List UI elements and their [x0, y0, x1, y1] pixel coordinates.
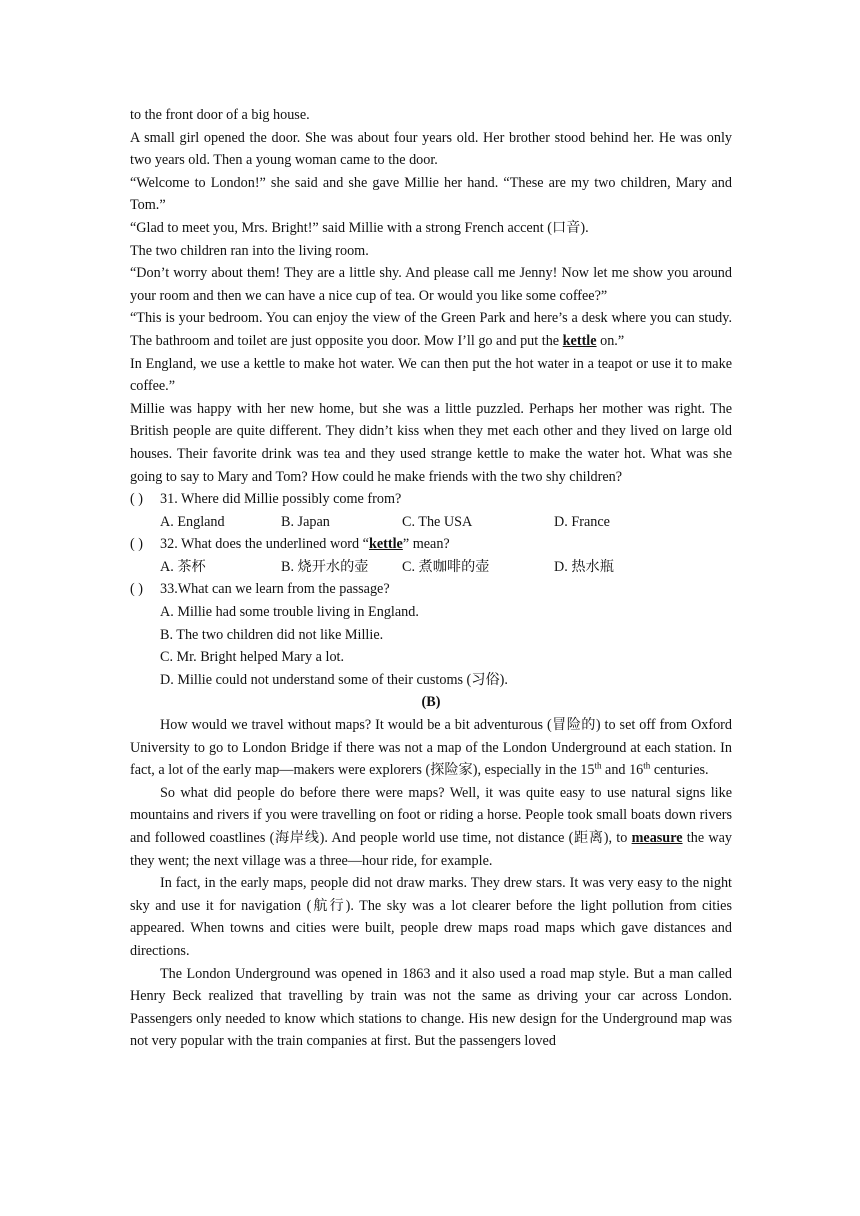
option-b: B. 烧开水的壶: [281, 558, 369, 575]
text-span: on.”: [596, 332, 625, 349]
passage-paragraph: In England, we use a kettle to make hot water. We can then put the hot water in a teapot or use it to make coffee.”: [130, 355, 732, 395]
text-span: How would we travel without maps? It would be a bit adventurous (冒险的) to set off from Oxford University to go to London Bridge if there was not a map of the London Underground at each station. In fact, a lot of the early map—makers were explorers (探险家), especially in the 15: [130, 717, 732, 779]
question-text: 33.What can we learn from the passage?: [160, 581, 390, 598]
question-32: [130, 533, 732, 556]
question-text: 31. Where did Millie possibly come from?: [160, 491, 402, 508]
passage-paragraph: “Welcome to London!” she said and she gave Millie her hand. “These are my two children, Mary and Tom.”: [130, 174, 732, 214]
option-d: D. 热水瓶: [554, 558, 614, 575]
section-heading: (B): [421, 694, 441, 711]
answer-blank: ( ): [130, 536, 143, 553]
underlined-word-kettle: kettle: [368, 536, 403, 553]
option-c: C. Mr. Bright helped Mary a lot.: [160, 649, 345, 666]
question-31-options: [130, 511, 732, 534]
option-a: A. Millie had some trouble living in England.: [160, 604, 419, 621]
option-a: A. 茶杯: [160, 558, 206, 575]
superscript: th: [643, 760, 651, 771]
option-d: D. Millie could not understand some of their customs (习俗).: [160, 671, 508, 688]
text-span: 32. What does the underlined word “: [160, 536, 369, 553]
option-b: B. Japan: [281, 513, 330, 530]
superscript: th: [594, 760, 602, 771]
question-31: [130, 488, 732, 511]
option-b: B. The two children did not like Millie.: [160, 626, 384, 643]
text-span: So what did people do before there were maps? Well, it was quite easy to use natural signs like mountains and rivers if you were travelling on foot or riding a horse. People took small boats down rivers and followed coastlines (海岸线). And people world use time, not distance (距离), to: [130, 784, 732, 846]
page-content: [130, 104, 732, 1053]
question-33: [130, 578, 732, 601]
passage-paragraph: “Glad to meet you, Mrs. Bright!” said Millie with a strong French accent (口音).: [130, 219, 589, 236]
option-a: A. England: [160, 513, 225, 530]
passage-paragraph: “Don’t worry about them! They are a little shy. And please call me Jenny! Now let me show you around your room and then we can have a nice cup of tea. Or would you like some coffee?”: [130, 265, 732, 304]
text-span: and 16: [601, 762, 644, 779]
question-32-options: [130, 556, 732, 579]
option-c: C. The USA: [402, 513, 473, 530]
option-c: C. 煮咖啡的壶: [402, 558, 490, 575]
passage-paragraph: Millie was happy with her new home, but she was a little puzzled. Perhaps her mother was right. The British people are quite different. They didn’t kiss when they met each other and they lived on large old houses. Their favorite drink was tea and they used strange kettle to make the water hot. What was she going to say to Mary and Tom? How could he make friends with the two shy children?: [130, 400, 732, 485]
passage-paragraph: [130, 714, 732, 782]
passage-paragraph: [130, 782, 732, 872]
option-d: D. France: [554, 513, 610, 530]
passage-paragraph: In fact, in the early maps, people did not draw marks. They drew stars. It was very easy to the night sky and use it for navigation (航行). The sky was a lot clearer before the light pollution from cities appeared. When towns and cities were built, people drew maps road maps which gave distances and directions.: [130, 875, 732, 959]
answer-blank: ( ): [130, 491, 143, 508]
underlined-word-kettle: kettle: [562, 332, 597, 349]
passage-paragraph: The London Underground was opened in 1863 and it also used a road map style. But a man called Henry Beck realized that travelling by train was not the same as driving your car across London. Passengers only needed to know which stations to change. His new design for the Underground map was not very popular with the train companies at first. But the passengers loved: [130, 965, 732, 1050]
passage-paragraph: [130, 307, 732, 352]
passage-paragraph: The two children ran into the living room.: [130, 242, 369, 259]
passage-line: to the front door of a big house.: [130, 107, 310, 123]
text-span: ” mean?: [402, 536, 450, 553]
underlined-word-measure: measure: [631, 830, 683, 846]
text-span: “This is your bedroom. You can enjoy the view of the Green Park and here’s a desk where you can study. The bathroom and toilet are just opposite you door. Mow I’ll go and put the: [130, 310, 732, 349]
text-span: the way they went; the next village was a three—hour ride, for example.: [130, 830, 732, 869]
question-text: [160, 533, 450, 556]
answer-blank: ( ): [130, 581, 143, 598]
passage-paragraph: A small girl opened the door. She was about four years old. Her brother stood behind her. He was only two years old. Then a young woman came to the door.: [130, 129, 732, 169]
text-span: centuries.: [650, 762, 709, 779]
